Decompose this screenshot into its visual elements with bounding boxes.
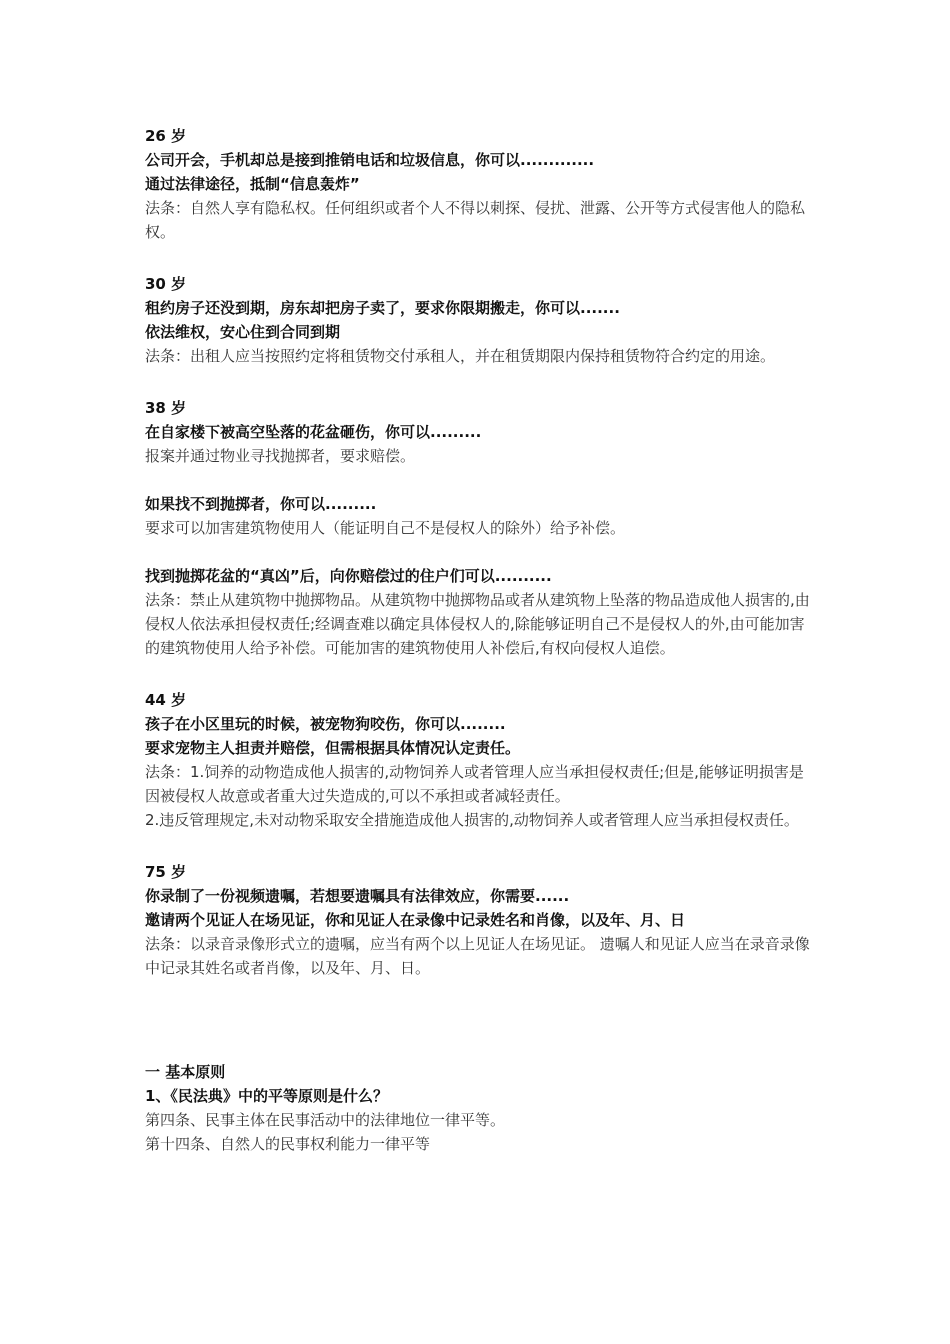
section-age-38 bbox=[145, 396, 810, 660]
scenario-text: 找到抛掷花盆的“真凶”后，向你赔偿过的住户们可以.......... bbox=[145, 567, 552, 585]
principles-question: 1、《民法典》中的平等原则是什么？ bbox=[145, 1087, 388, 1105]
law-text: 法条：禁止从建筑物中抛掷物品。从建筑物中抛掷物品或者从建筑物上坠落的物品造成他人损害的,由侵权人依法承担侵权责任;经调查难以确定具体侵权人的,除能够证明自己不是侵权人的外,由可能加害的建筑物使用人给予补偿。可能加害的建筑物使用人补偿后,有权向侵权人追偿。 bbox=[145, 591, 810, 657]
spacer bbox=[145, 468, 810, 492]
law-text: 法条：自然人享有隐私权。任何组织或者个人不得以刺探、侵扰、泄露、公开等方式侵害他人的隐私权。 bbox=[145, 199, 806, 241]
age-heading: 38 岁 bbox=[145, 399, 187, 417]
law-text: 2.违反管理规定,未对动物采取安全措施造成他人损害的,动物饲养人或者管理人应当承担侵权责任。 bbox=[145, 811, 799, 829]
age-heading: 44 岁 bbox=[145, 691, 187, 709]
law-text: 法条：出租人应当按照约定将租赁物交付承租人，并在租赁期限内保持租赁物符合约定的用途。 bbox=[145, 347, 776, 365]
principles-answer: 第十四条、自然人的民事权利能力一律平等 bbox=[145, 1135, 431, 1153]
age-heading: 75 岁 bbox=[145, 863, 187, 881]
scenario-text: 租约房子还没到期，房东却把房子卖了，要求你限期搬走，你可以....... bbox=[145, 299, 620, 317]
answer-text: 依法维权，安心住到合同到期 bbox=[145, 323, 341, 341]
spacer bbox=[145, 1008, 810, 1060]
section-age-26 bbox=[145, 124, 810, 244]
answer-text: 要求可以加害建筑物使用人（能证明自己不是侵权人的除外）给予补偿。 bbox=[145, 519, 626, 537]
document-content bbox=[145, 124, 810, 1184]
scenario-text: 你录制了一份视频遗嘱，若想要遗嘱具有法律效应，你需要...... bbox=[145, 887, 570, 905]
section-age-75 bbox=[145, 860, 810, 980]
section-age-30 bbox=[145, 272, 810, 368]
answer-text: 邀请两个见证人在场见证，你和见证人在录像中记录姓名和肖像，以及年、月、日 bbox=[145, 911, 686, 929]
law-text: 法条：以录音录像形式立的遗嘱，应当有两个以上见证人在场见证。 遗嘱人和见证人应当在录音录像中记录其姓名或者肖像，以及年、月、日。 bbox=[145, 935, 810, 977]
scenario-text: 在自家楼下被高空坠落的花盆砸伤，你可以......... bbox=[145, 423, 482, 441]
principles-heading: 一 基本原则 bbox=[145, 1063, 226, 1081]
scenario-text: 如果找不到抛掷者，你可以......... bbox=[145, 495, 377, 513]
section-age-44 bbox=[145, 688, 810, 832]
scenario-text: 公司开会，手机却总是接到推销电话和垃圾信息，你可以............. bbox=[145, 151, 595, 169]
scenario-text: 孩子在小区里玩的时候，被宠物狗咬伤，你可以........ bbox=[145, 715, 506, 733]
spacer bbox=[145, 540, 810, 564]
answer-text: 要求宠物主人担责并赔偿，但需根据具体情况认定责任。 bbox=[145, 739, 521, 757]
law-text: 法条：1.饲养的动物造成他人损害的,动物饲养人或者管理人应当承担侵权责任;但是,能够证明损害是因被侵权人故意或者重大过失造成的,可以不承担或者减轻责任。 bbox=[145, 763, 804, 805]
age-heading: 26 岁 bbox=[145, 127, 187, 145]
answer-text: 报案并通过物业寻找抛掷者，要求赔偿。 bbox=[145, 447, 416, 465]
principles-section bbox=[145, 1060, 810, 1156]
answer-text: 通过法律途径，抵制“信息轰炸” bbox=[145, 175, 360, 193]
principles-answer: 第四条、民事主体在民事活动中的法律地位一律平等。 bbox=[145, 1111, 506, 1129]
age-heading: 30 岁 bbox=[145, 275, 187, 293]
